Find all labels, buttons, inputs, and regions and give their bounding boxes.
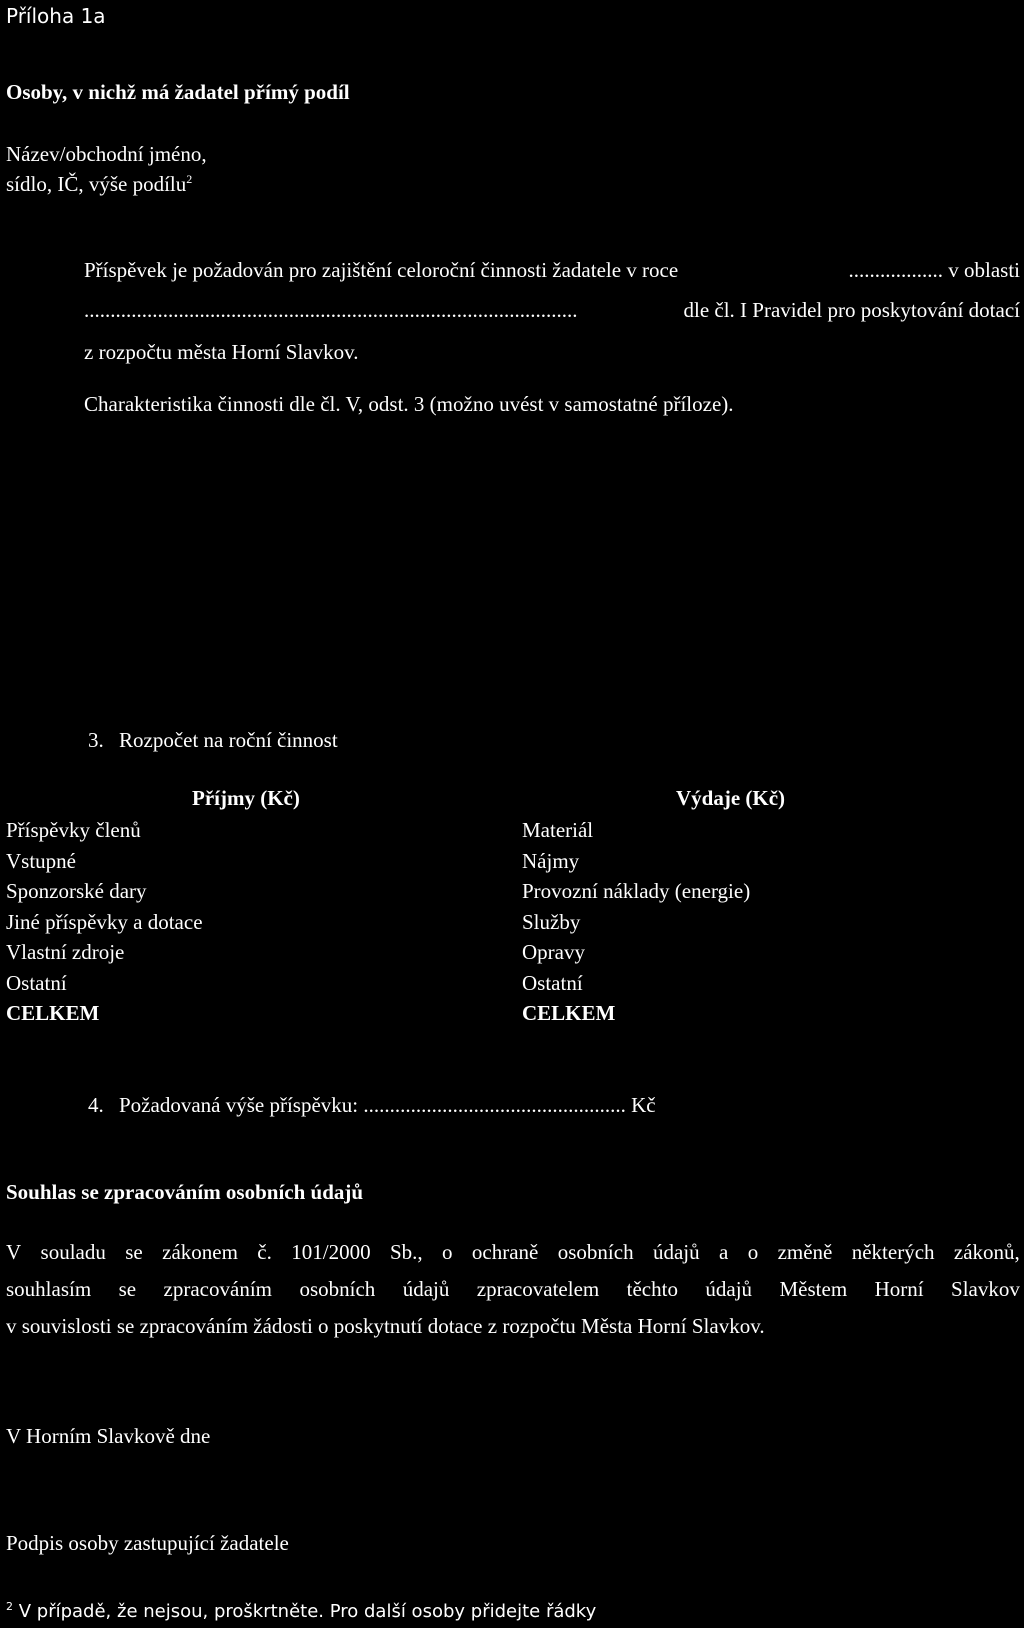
income-list xyxy=(6,815,203,1029)
owners-label-line1: Název/obchodní jméno, xyxy=(6,142,207,166)
purpose-line-3: z rozpočtu města Horní Slavkov. xyxy=(84,340,359,364)
footnote xyxy=(6,1600,596,1622)
income-item: Vlastní zdroje xyxy=(6,940,125,964)
income-item: Jiné příspěvky a dotace xyxy=(6,909,203,934)
budget-number: 3. xyxy=(88,728,104,752)
place-date-label: V Horním Slavkově dne xyxy=(6,1424,211,1448)
income-total: CELKEM xyxy=(6,1001,100,1025)
owners-heading: Osoby, v nichž má žadatel přímý podíl xyxy=(6,80,350,104)
footnote-reference: 2 xyxy=(186,172,193,186)
expense-list xyxy=(522,815,750,1029)
requested-amount-dots: .................................................. xyxy=(363,1093,626,1117)
expense-item: Opravy xyxy=(522,940,585,964)
consent-line-2: souhlasím se zpracováním osobních údajů zpracovatelem těchto údajů Městem Horní Slavkov xyxy=(6,1277,1020,1301)
budget-heading: Rozpočet na roční činnost xyxy=(119,728,338,752)
consent-line-3: v souvislosti se zpracováním žádosti o poskytnutí dotace z rozpočtu Města Horní Slavkov. xyxy=(6,1314,765,1338)
expense-item: Služby xyxy=(522,909,581,934)
consent-heading: Souhlas se zpracováním osobních údajů xyxy=(6,1180,364,1204)
purpose-line-2-dots: .............................................................................................. xyxy=(84,298,578,322)
requested-amount-line: Požadovaná výše příspěvku: .................................................. Kč xyxy=(119,1093,656,1117)
expense-item: Provozní náklady (energie) xyxy=(522,879,751,903)
expense-total: CELKEM xyxy=(522,1001,616,1025)
owners-label-line2: sídlo, IČ, výše podílu$^2$ xyxy=(6,172,193,196)
income-item: Příspěvky členů xyxy=(6,818,141,842)
income-item: Ostatní xyxy=(6,970,67,995)
income-header: Příjmy (Kč) xyxy=(192,786,300,810)
income-item: Sponzorské dary xyxy=(6,879,147,903)
signature-label: Podpis osoby zastupující žadatele xyxy=(6,1531,289,1555)
income-item: Vstupné xyxy=(6,848,76,873)
expense-item: Materiál xyxy=(522,818,594,842)
expense-item: Nájmy xyxy=(522,848,580,873)
consent-line-1: V souladu se zákonem č. 101/2000 Sb., o ochraně osobních údajů a o změně některých zákonů, xyxy=(6,1240,1020,1264)
purpose-line-1: Příspěvek je požadován pro zajištění celoroční činnosti žadatele v roce .................. v oblasti xyxy=(84,258,1020,282)
requested-number: 4. xyxy=(88,1093,104,1117)
page-title: Příloha 1a xyxy=(6,4,106,28)
footnote-mark: 2 xyxy=(6,1600,13,1613)
activity-characteristic: Charakteristika činnosti dle čl. V, odst. 3 (možno uvést v samostatné příloze). xyxy=(84,392,734,416)
expense-item: Ostatní xyxy=(522,970,583,995)
footnote-text: V případě, že nejsou, proškrtněte. Pro další osoby přidejte řádky xyxy=(18,1601,597,1622)
expense-header: Výdaje (Kč) xyxy=(676,786,786,810)
purpose-line-2-text: dle čl. I Pravidel pro poskytování dotací xyxy=(683,298,1020,322)
